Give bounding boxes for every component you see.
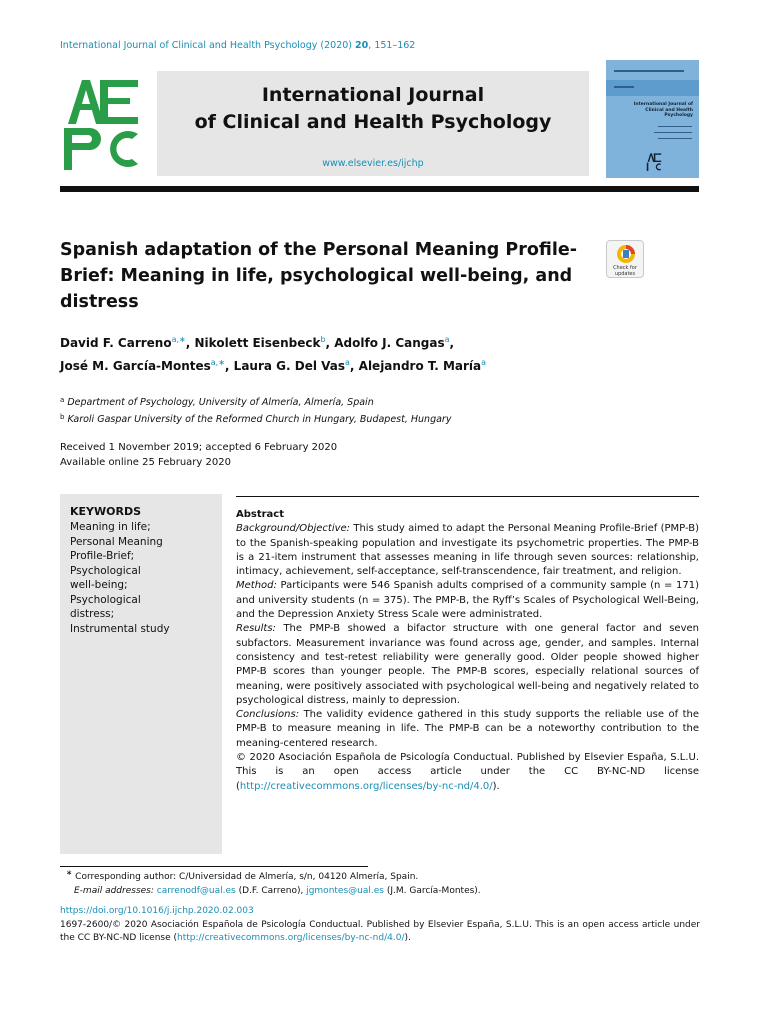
check-updates-icon xyxy=(616,244,636,264)
author-name: Alejandro T. María xyxy=(358,359,482,373)
affiliations xyxy=(60,393,451,427)
author-name: Nikolett Eisenbeck xyxy=(194,336,321,350)
keyword-item: Psychological xyxy=(70,564,141,577)
keyword-item: Meaning in life; xyxy=(70,521,151,533)
author-name: Laura G. Del Vas xyxy=(233,359,345,373)
received-date: Received 1 November 2019; accepted 6 February 2020 xyxy=(60,442,338,453)
author-name: Adolfo J. Cangas xyxy=(334,336,445,350)
journal-citation[interactable]: International Journal of Clinical and Health Psychology (2020) 20, 151–162 xyxy=(60,40,416,51)
author-affiliation-link[interactable]: a xyxy=(345,358,350,367)
abstract xyxy=(236,496,699,794)
license-link[interactable]: http://creativecommons.org/licenses/by-nc-nd/4.0/ xyxy=(239,780,493,792)
abstract-method: Method: Participants were 546 Spanish adults comprised of a community sample (n = 171) and university students (n = 375). The PMP-B, the Ryff’s Scales of Psychological Well-Being, and the Depression Anxiety Stress Scale were administrated. xyxy=(236,580,699,621)
keyword-item: Personal Meaning xyxy=(70,535,163,548)
cover-logo-icon xyxy=(646,152,662,172)
corresponding-author: Corresponding author: C/Universidad de Almería, s/n, 04120 Almería, Spain. xyxy=(75,872,419,882)
citation-volume: 20 xyxy=(355,40,369,51)
keyword-item: distress; xyxy=(70,608,115,620)
aepc-logo xyxy=(60,76,142,172)
journal-title: International Journal of Clinical and Health Psychology xyxy=(194,84,552,133)
abstract-results: Results: The PMP-B showed a bifactor structure with one general factor and seven subfactors. Measurement invariance was found across age, gender, and samples. Internal consistency and test-retest reliability were generally good. Older people showed higher PMP-B scores than younger people. The PMP-B scores, especially relational sources of meaning, were positively associated with psychological well-being and negatively related to psychological distress, mainly to depression. xyxy=(236,623,699,706)
doi-block xyxy=(60,905,700,946)
keyword-item: well-being; xyxy=(70,579,128,591)
author-affiliation-link[interactable]: b xyxy=(320,335,326,344)
journal-cover-thumbnail[interactable] xyxy=(606,60,699,178)
abstract-copyright: © 2020 Asociación Española de Psicología Conductual. Published by Elsevier España, S.L.U. This is an open access article under the CC BY-NC-ND license (http://creativecommons.org/licenses/by-nc-nd/4.0/). xyxy=(236,752,699,792)
doi-link[interactable]: https://doi.org/10.1016/j.ijchp.2020.02.003 xyxy=(60,906,254,916)
author-list: David F. Carreno$^{a,∗}$, Nikolett Eisenbeck$^b$, Adolfo J. Cangas$^a$, José M. García-Montes$^{a,∗}$, Laura G. Del Vas$^a$, Alejandro T. María$^a$ xyxy=(60,335,487,373)
citation-pages: 151–162 xyxy=(374,40,416,51)
keywords-heading: KEYWORDS xyxy=(70,505,142,518)
header-divider xyxy=(60,186,699,192)
abstract-heading: Abstract xyxy=(236,509,285,520)
article-dates xyxy=(60,440,337,470)
issn-copyright: 1697-2600/© 2020 Asociación Española de Psicología Conductual. Published by Elsevier España, S.L.U. This is an open access article under the CC BY-NC-ND license (http://creativecommons.org/licenses/by-nc-nd/4.0/). xyxy=(60,919,700,943)
email-link[interactable]: jgmontes@ual.es xyxy=(306,886,384,896)
author-affiliation-link[interactable]: a,∗ xyxy=(210,358,225,367)
abstract-background: Background/Objective: This study aimed to adapt the Personal Meaning Profile-Brief (PMP-B) to the Spanish-speaking population and investigate its psychometric properties. The PMP-B is a 21-item instrument that assesses meaning in life through seven sources: relationship, intimacy, achievement, self-acceptance, self-transcendence, fair treatment, and religion. xyxy=(236,523,699,578)
footnote: ∗ Corresponding author: C/Universidad de Almería, s/n, 04120 Almería, Spain. E-mail addresses: carrenodf@ual.es (D.F. Carreno), jgmontes@ual.es (J.M. García-Montes). xyxy=(66,868,481,896)
author-affiliation-link[interactable]: a xyxy=(444,335,450,344)
keyword-item: Profile-Brief; xyxy=(70,550,135,562)
article-title: Spanish adaptation of the Personal Meaning Profile-Brief: Meaning in life, psychological well-being, and distress xyxy=(60,240,577,312)
abstract-conclusions: Conclusions: The validity evidence gathered in this study supports the reliable use of the PMP-B to measure meaning in life. The PMP-B can be a noteworthy contribution to the meaning-centered research. xyxy=(236,709,699,749)
online-date: Available online 25 February 2020 xyxy=(60,457,231,468)
affiliation-item: $^b$ Karoli Gaspar University of the Reformed Church in Hungary, Budapest, Hungary xyxy=(60,413,452,425)
email-label: E-mail addresses: xyxy=(74,886,154,896)
check-updates-label: Check for updates xyxy=(613,265,637,277)
citation-journal: International Journal of Clinical and Health Psychology (2020) xyxy=(60,40,352,51)
journal-url-link[interactable]: www.elsevier.es/ijchp xyxy=(322,158,424,169)
email-link[interactable]: carrenodf@ual.es xyxy=(156,886,236,896)
check-for-updates-button[interactable] xyxy=(606,240,644,278)
keywords-box xyxy=(60,494,222,854)
keyword-item: Psychological xyxy=(70,593,141,606)
journal-banner xyxy=(157,71,589,176)
cover-title: International Journal of Clinical and Health Psychology xyxy=(633,102,693,118)
author-affiliation-link[interactable]: a,∗ xyxy=(171,335,186,344)
license-link[interactable]: http://creativecommons.org/licenses/by-nc-nd/4.0/ xyxy=(177,933,405,943)
author-name: David F. Carreno xyxy=(60,336,172,350)
author-affiliation-link[interactable]: a xyxy=(481,358,487,367)
keyword-item: Instrumental study xyxy=(70,622,170,635)
author-name: José M. García-Montes xyxy=(60,359,211,373)
affiliation-item: $^a$ Department of Psychology, University of Almería, Almería, Spain xyxy=(60,396,374,408)
